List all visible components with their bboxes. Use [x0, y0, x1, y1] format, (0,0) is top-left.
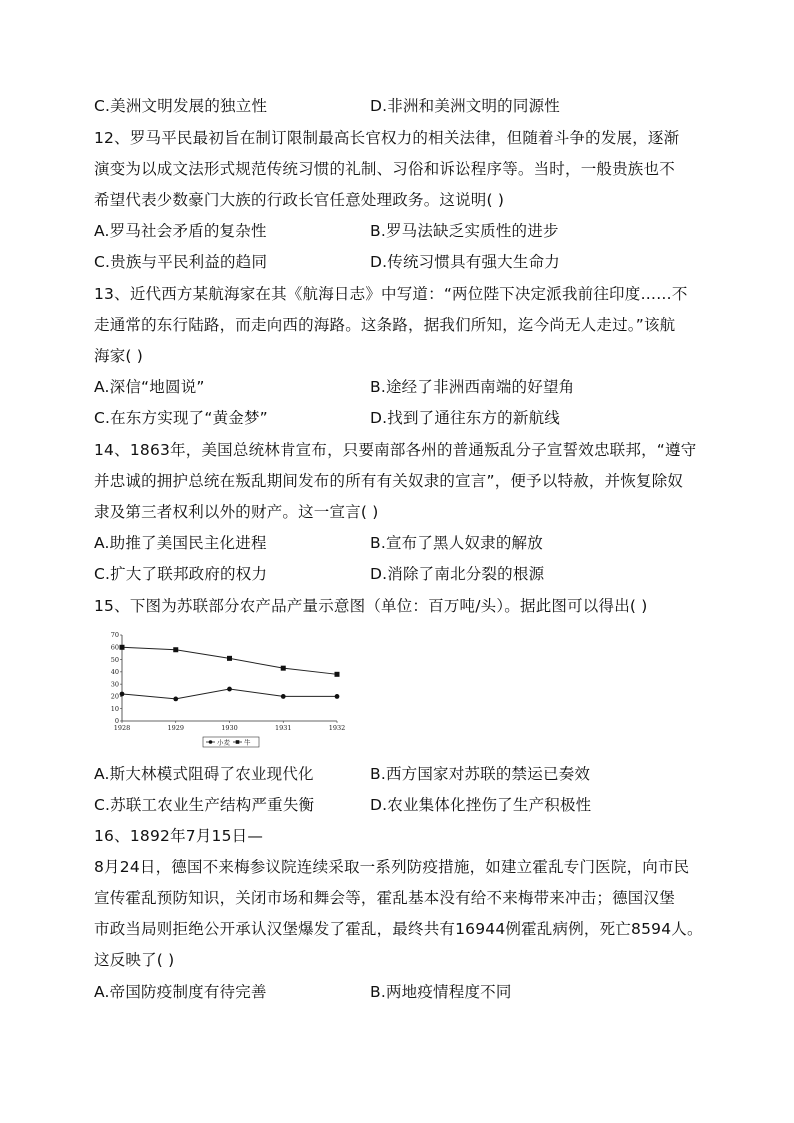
y-tick-label: 0	[114, 717, 119, 726]
q12-stem-line-2: 演变为以成文法形式规范传统习惯的礼制、习俗和诉讼程序等。当时，一般贵族也不	[94, 160, 675, 178]
x-tick-label: 1929	[167, 724, 185, 732]
y-tick-label: 30	[110, 680, 119, 689]
q11-option-c[interactable]: C.美洲文明发展的独立性	[94, 97, 268, 115]
q15-option-d[interactable]: D.农业集体化挫伤了生产积极性	[370, 796, 592, 814]
q13-option-c[interactable]: C.在东方实现了“黄金梦”	[94, 409, 268, 427]
q14-stem-line-3: 隶及第三者权利以外的财产。这一宣言( )	[94, 503, 379, 521]
q13-option-a[interactable]: A.深信“地圆说”	[94, 378, 205, 396]
x-tick-label: 1928	[113, 724, 131, 732]
q14-option-b[interactable]: B.宣布了黑人奴隶的解放	[370, 534, 543, 552]
q14-options-row-2	[94, 564, 714, 584]
q16-option-b[interactable]: B.两地疫情程度不同	[370, 983, 512, 1001]
x-tick-label: 1931	[274, 724, 292, 732]
y-tick-label: 70	[110, 631, 119, 640]
series-2-point	[281, 666, 286, 671]
q15-options-row-1	[94, 764, 714, 784]
q16-stem-line-3: 宣传霍乱预防知识，关闭市场和舞会等，霍乱基本没有给不来梅带来冲击；德国汉堡	[94, 889, 675, 907]
production-line-chart	[108, 627, 354, 749]
q13-stem-line-2: 走通常的东行陆路，而走向西的海路。这条路，据我们所知，迄今尚无人走过。”该航	[94, 316, 676, 334]
q16-stem-line-2: 8月24日，德国不来梅参议院连续采取一系列防疫措施，如建立霍乱专门医院，向市民	[94, 858, 690, 876]
q15-option-c[interactable]: C.苏联工农业生产结构严重失衡	[94, 796, 315, 814]
x-tick-label: 1932	[328, 724, 346, 732]
q16-option-a[interactable]: A.帝国防疫制度有待完善	[94, 983, 267, 1001]
y-tick-label: 60	[110, 643, 119, 652]
q13-options-row-1	[94, 377, 714, 397]
legend-label-2: 牛	[244, 738, 251, 747]
q14-stem-line-2: 并忠诚的拥护总统在叛乱期间发布的所有有关奴隶的宣言”，便予以特赦，并恢复除奴	[94, 472, 684, 490]
q12-options-row-1	[94, 221, 714, 241]
q12-stem-line-3: 希望代表少数豪门大族的行政长官任意处理政务。这说明( )	[94, 191, 505, 209]
x-tick-label: 1930	[221, 724, 238, 732]
y-tick-label: 10	[110, 704, 119, 713]
y-tick-label: 50	[110, 655, 119, 664]
q14-option-d[interactable]: D.消除了南北分裂的根源	[370, 565, 545, 583]
q13-options-row-2	[94, 408, 714, 428]
q12-stem-line-1: 12、罗马平民最初旨在制订限制最高长官权力的相关法律，但随着斗争的发展，逐渐	[94, 129, 680, 147]
q13-option-b[interactable]: B.途经了非洲西南端的好望角	[370, 378, 575, 396]
series-1-point	[335, 694, 340, 699]
q12-option-d[interactable]: D.传统习惯具有强大生命力	[370, 253, 560, 271]
q15-options-row-2	[94, 795, 714, 815]
y-tick-label: 40	[110, 668, 119, 677]
q16-stem-line-4: 市政当局则拒绝公开承认汉堡爆发了霍乱，最终共有16944例霍乱病例，死亡8594人。	[94, 920, 703, 938]
series-2-point	[227, 656, 232, 661]
q12-options-row-2	[94, 252, 714, 272]
q15-stem-line-1: 15、下图为苏联部分农产品产量示意图（单位：百万吨/头）。据此图可以得出( )	[94, 597, 648, 615]
q13-stem-line-1: 13、近代西方某航海家在其《航海日志》中写道：“两位陛下决定派我前往印度……不	[94, 285, 688, 303]
y-tick-label: 20	[110, 692, 119, 701]
q12-option-a[interactable]: A.罗马社会矛盾的复杂性	[94, 222, 267, 240]
q11-option-d[interactable]: D.非洲和美洲文明的同源性	[370, 97, 560, 115]
legend-label-1: 小麦	[217, 738, 230, 747]
q12-option-b[interactable]: B.罗马法缺乏实质性的进步	[370, 222, 559, 240]
series-2-point	[120, 645, 125, 650]
series-1-point	[173, 696, 178, 701]
series-2-point	[335, 672, 340, 677]
q14-option-a[interactable]: A.助推了美国民主化进程	[94, 534, 267, 552]
q12-option-c[interactable]: C.贵族与平民利益的趋同	[94, 253, 268, 271]
legend-swatch-circle	[209, 740, 213, 744]
series-1-point	[120, 692, 125, 697]
q13-option-d[interactable]: D.找到了通往东方的新航线	[370, 409, 560, 427]
q16-stem-line-5: 这反映了( )	[94, 951, 175, 969]
q13-stem-line-3: 海家( )	[94, 347, 144, 365]
q14-option-c[interactable]: C.扩大了联邦政府的权力	[94, 565, 268, 583]
q15-option-b[interactable]: B.西方国家对苏联的禁运已奏效	[370, 765, 591, 783]
q14-stem-line-1: 14、1863年，美国总统林肯宣布，只要南部各州的普通叛乱分子宣誓效忠联邦，“遵守	[94, 441, 697, 459]
series-2-point	[173, 647, 178, 652]
series-1-point	[281, 694, 286, 699]
legend-swatch-square	[236, 740, 240, 744]
q14-options-row-1	[94, 533, 714, 553]
q16-stem-line-1: 16、1892年7月15日—	[94, 827, 264, 845]
q16-options-row-1	[94, 982, 714, 1002]
q15-option-a[interactable]: A.斯大林模式阻碍了农业现代化	[94, 765, 314, 783]
series-1-point	[227, 687, 232, 692]
q11-options-row	[94, 96, 714, 116]
